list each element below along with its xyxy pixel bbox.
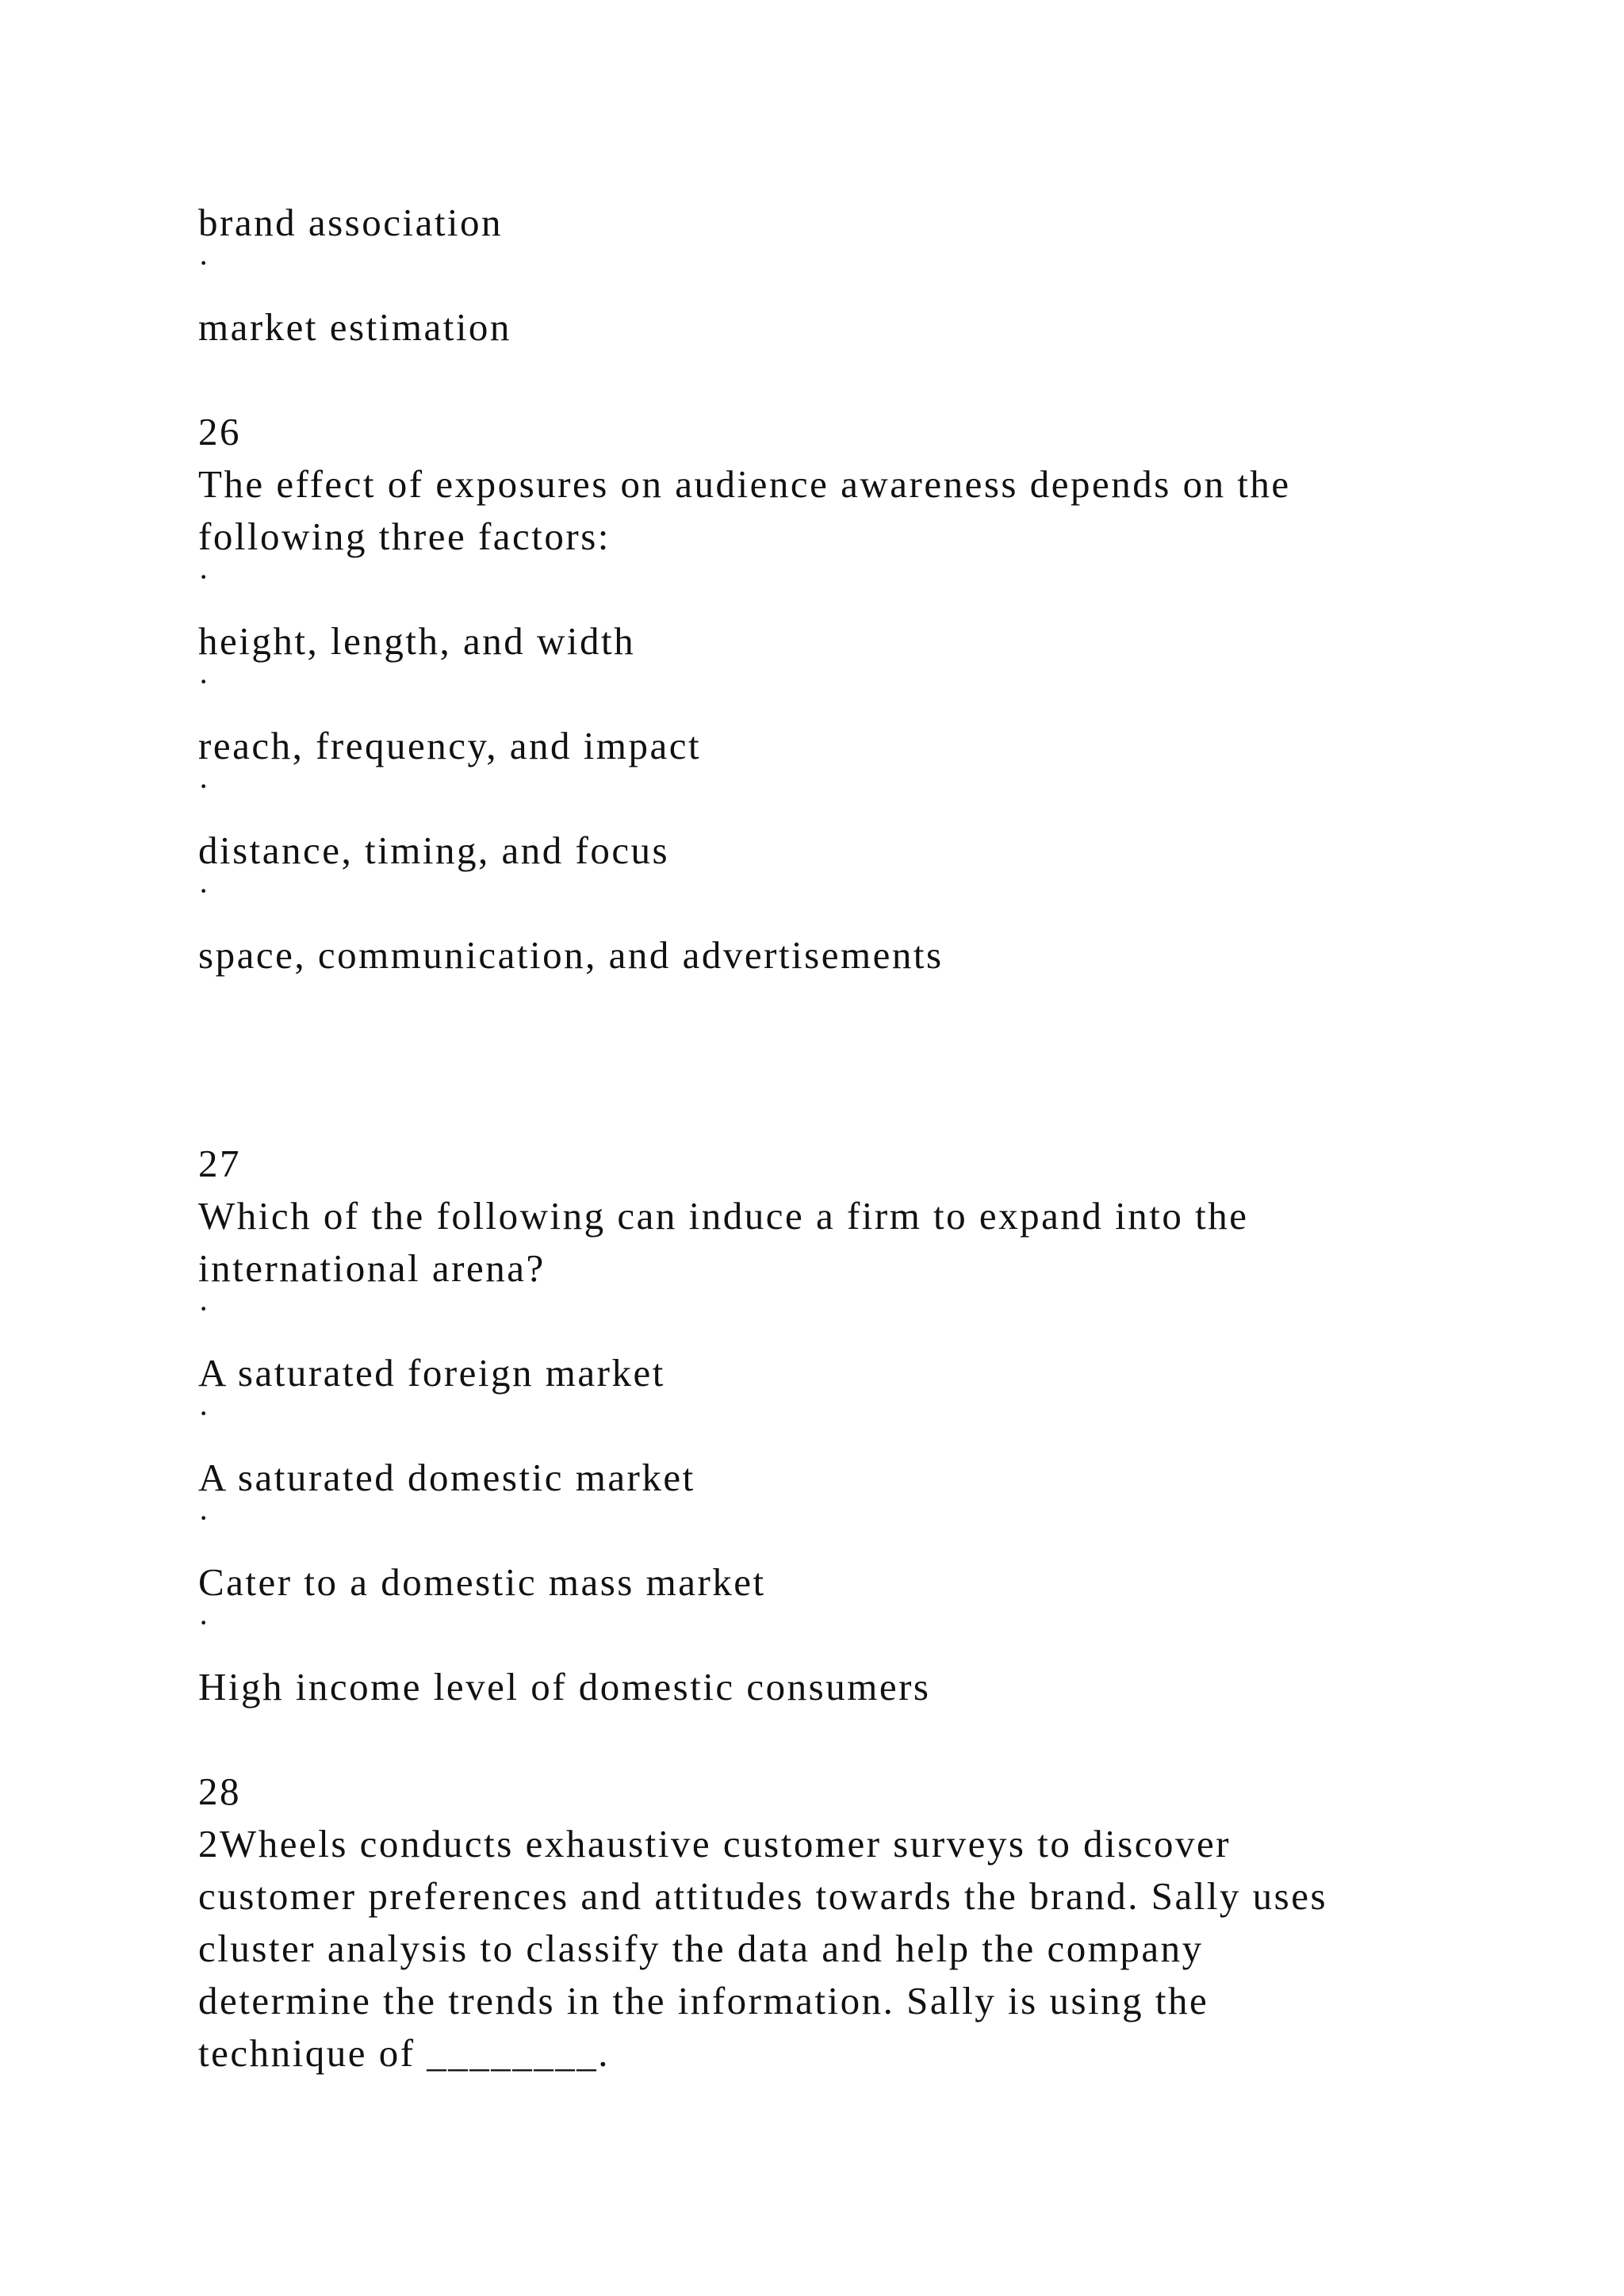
question-stem-line: cluster analysis to classify the data and help the company: [198, 1927, 1204, 1970]
option-text: brand association: [198, 201, 504, 244]
option-bullet: ·: [198, 559, 211, 595]
option-text: market estimation: [198, 305, 511, 349]
question-stem-line: following three factors:: [198, 515, 611, 558]
question-stem-line: Which of the following can induce a firm to expand into the: [198, 1194, 1249, 1238]
option-bullet: ·: [198, 1291, 211, 1326]
option-bullet: ·: [198, 873, 211, 909]
question-stem-line: customer preferences and attitudes towards the brand. Sally uses: [198, 1874, 1328, 1918]
option-text: height, length, and width: [198, 619, 636, 663]
option-bullet: ·: [198, 245, 211, 281]
question-number: 28: [198, 1770, 241, 1813]
question-stem-line: The effect of exposures on audience awareness depends on the: [198, 462, 1291, 506]
option-text: A saturated foreign market: [198, 1351, 665, 1395]
option-text: reach, frequency, and impact: [198, 724, 702, 767]
question-stem-line: international arena?: [198, 1246, 546, 1290]
option-text: distance, timing, and focus: [198, 828, 670, 872]
question-stem-line: 2Wheels conducts exhaustive customer surveys to discover: [198, 1822, 1231, 1866]
option-text: space, communication, and advertisements: [198, 933, 944, 977]
option-text: A saturated domestic market: [198, 1456, 695, 1499]
option-bullet: ·: [198, 1500, 211, 1536]
option-bullet: ·: [198, 768, 211, 804]
option-bullet: ·: [198, 1395, 211, 1431]
option-bullet: ·: [198, 664, 211, 699]
question-number: 27: [198, 1142, 241, 1185]
question-stem-line: technique of ________.: [198, 2031, 611, 2075]
option-text: Cater to a domestic mass market: [198, 1560, 766, 1604]
document-page: [198, 0, 1546, 2296]
option-text: High income level of domestic consumers: [198, 1665, 931, 1709]
question-number: 26: [198, 410, 241, 453]
option-bullet: ·: [198, 1605, 211, 1640]
question-stem-line: determine the trends in the information. Sally is using the: [198, 1979, 1209, 2022]
